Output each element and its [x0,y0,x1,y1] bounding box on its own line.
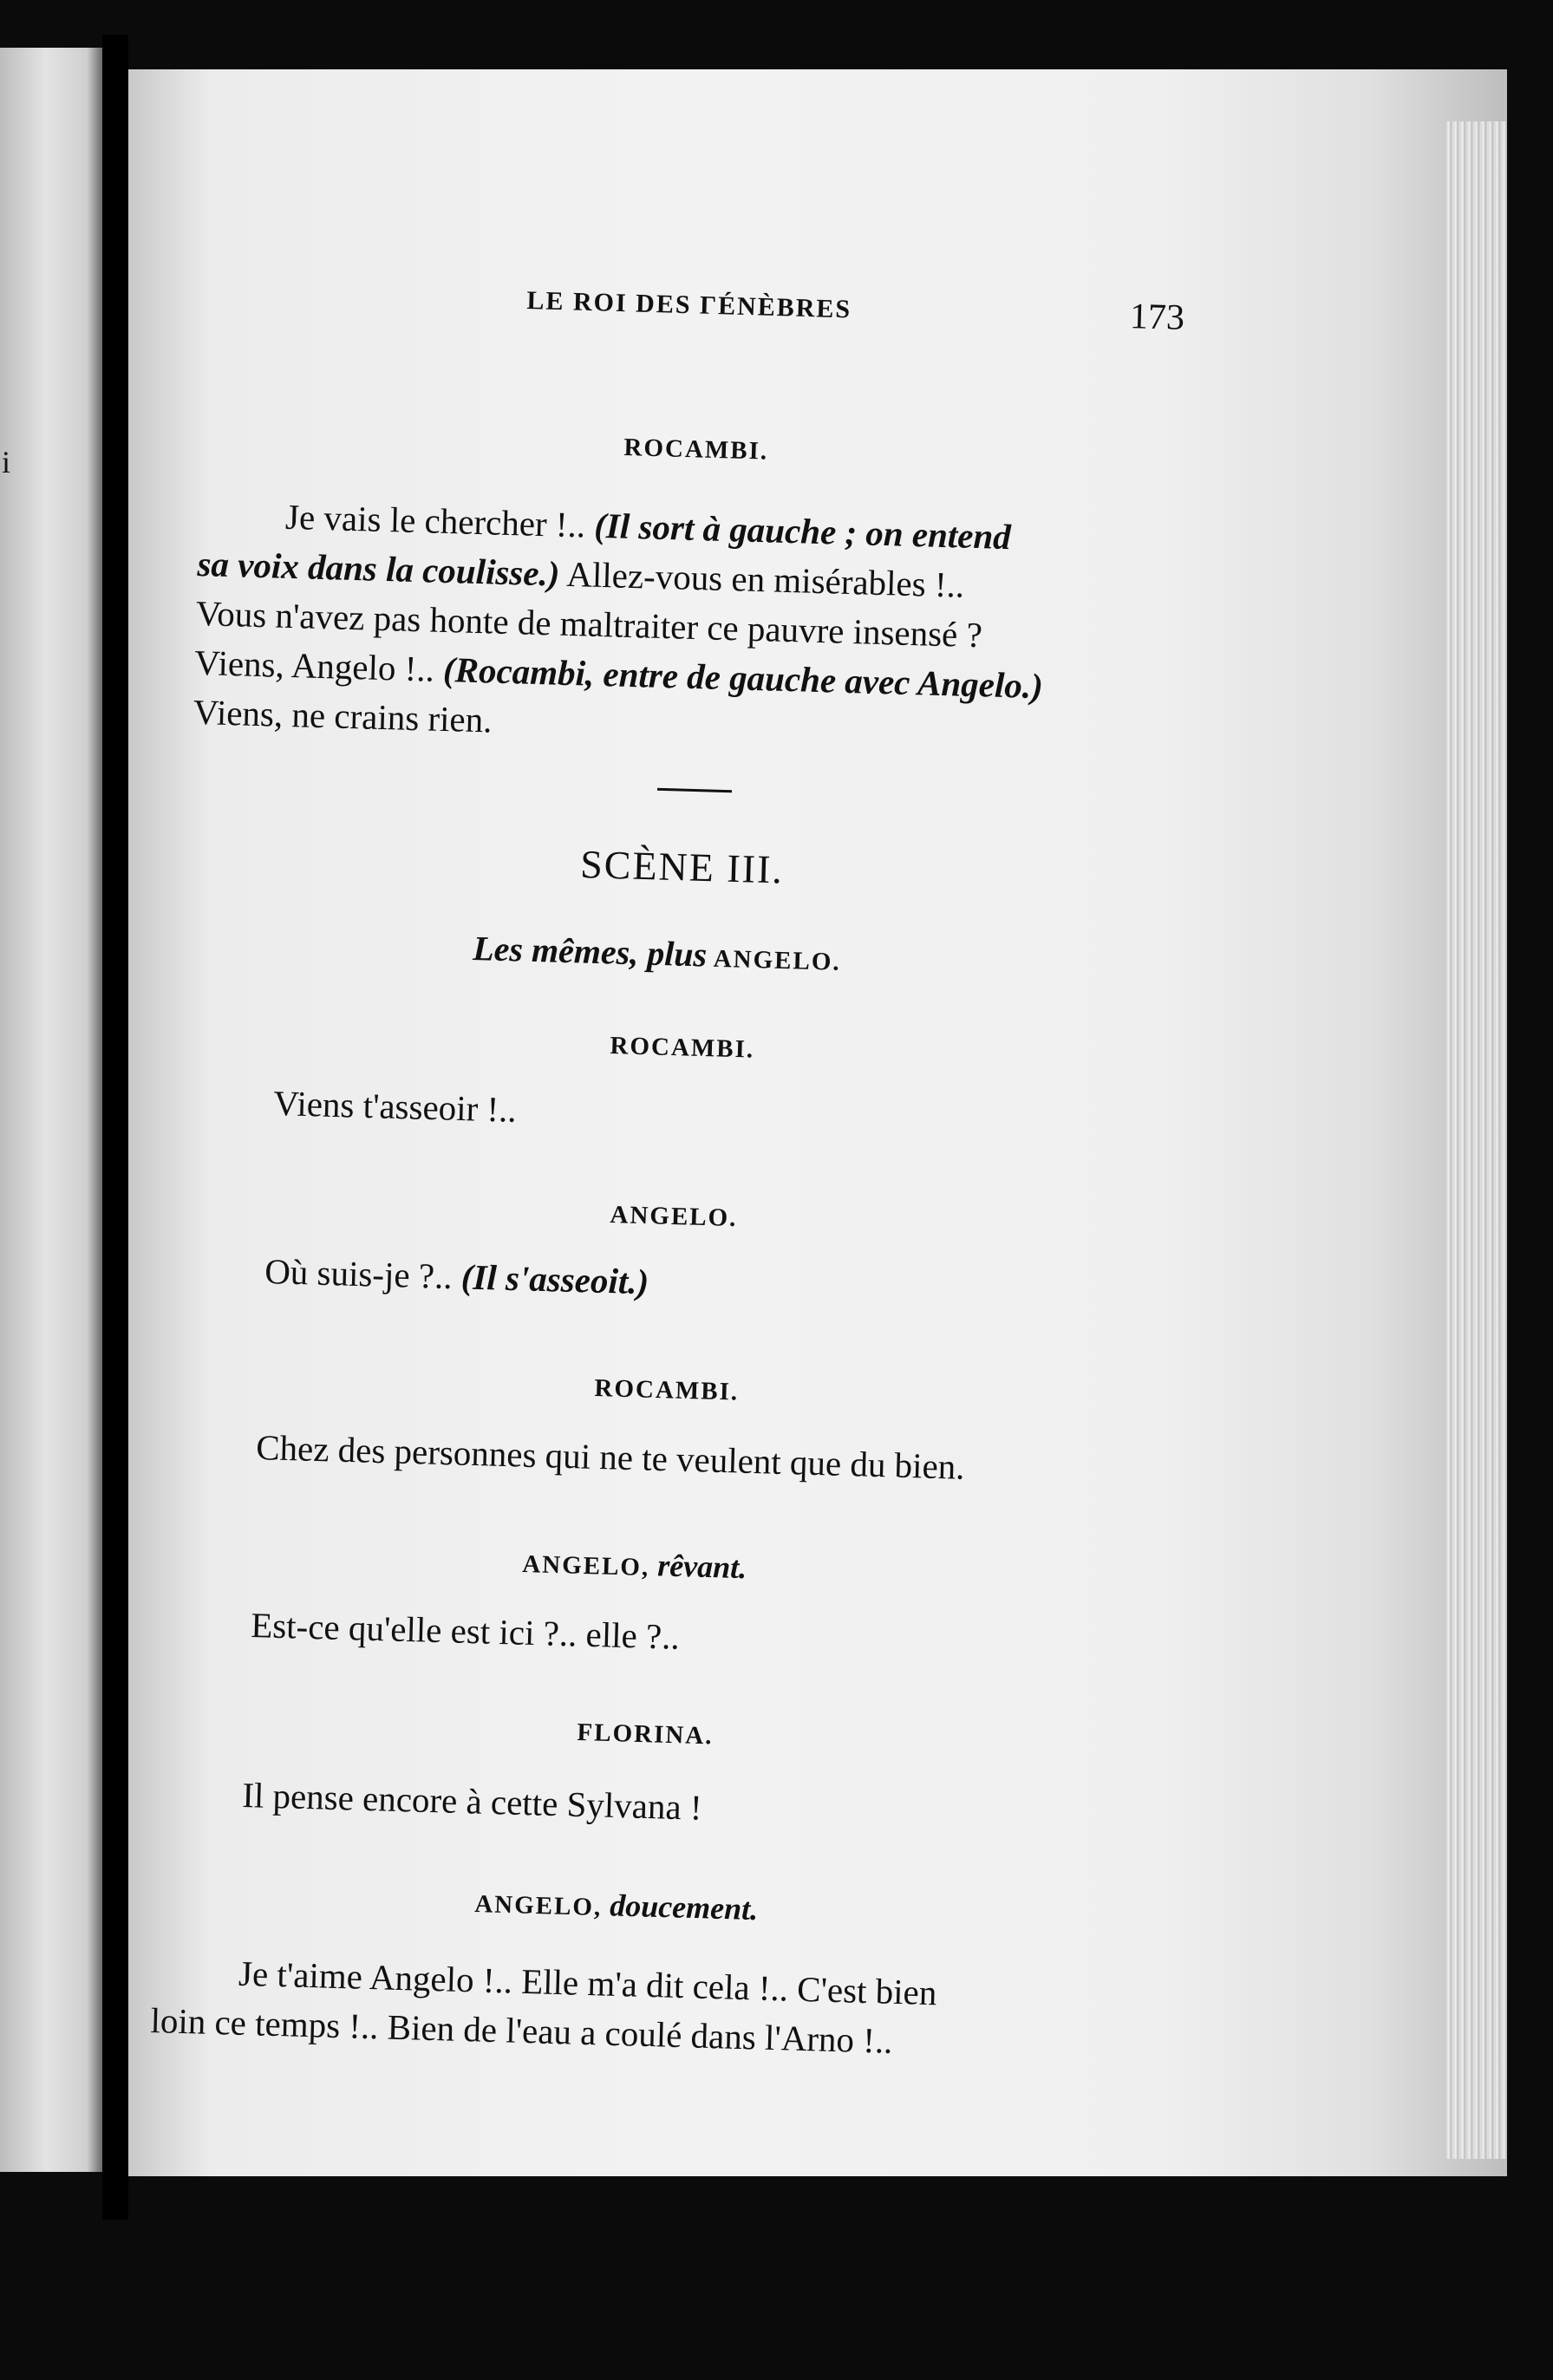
speaker-label: FLORINA. [577,1718,714,1751]
text-line: Viens, Angelo !.. (Rocambi, entre de gauche avec Angelo.) [193,642,1044,707]
scene-cast: Les mêmes, plus ANGELO. [472,928,842,976]
speaker-label: ROCAMBI. [610,1032,755,1064]
facing-page-fragment: i [2,445,11,479]
stage-direction: sa voix dans la coulisse.) [196,543,561,594]
book-page [128,69,1507,2176]
page-stack-edge [1446,121,1507,2159]
section-divider [657,788,732,792]
text-line: Il pense encore à cette Sylvana ! [241,1774,703,1828]
scene-title: SCÈNE III. [579,841,785,892]
text-line: Viens, ne crains rien. [192,691,493,740]
text-line: Où suis-je ?.. (Il s'asseoit.) [264,1250,649,1302]
page-number: 173 [1129,297,1185,338]
speaker-label: ANGELO, rêvant. [521,1548,747,1586]
speaker-label: ANGELO, doucement. [473,1888,759,1927]
text-line: Je vais le chercher !.. (Il sort à gauche ; on entend [284,496,1012,558]
speech-block [150,1946,1297,2077]
book-gutter [102,35,128,2220]
speech-block [192,490,1343,769]
stage-direction: (Il s'asseoit.) [460,1256,649,1302]
speaker-label: ANGELO. [610,1201,738,1233]
stage-direction: (Il sort à gauche ; on entend [593,505,1012,558]
stage-direction: (Rocambi, entre de gauche avec Angelo.) [442,649,1044,707]
speaker-label: ROCAMBI. [623,434,769,466]
text-line: Est-ce qu'elle est ici ?.. elle ?.. [250,1604,681,1657]
text-line: Je t'aime Angelo !.. Elle m'a dit cela !.. C'est bien [238,1953,938,2013]
facing-page-edge [0,48,102,2172]
text-line: sa voix dans la coulisse.) Allez-vous en misérables !.. [196,543,965,605]
text-line: Vous n'avez pas honte de maltraiter ce pauvre insensé ? [195,592,983,655]
text-line: Viens t'asseoir !.. [272,1082,518,1130]
speaker-label: ROCAMBI. [594,1374,740,1406]
text-line: Chez des personnes qui ne te veulent que du bien. [255,1426,966,1487]
text-line: loin ce temps !.. Bien de l'eau a coulé dans l'Arno !.. [149,1999,894,2061]
running-title: LE ROI DES ΓÉNÈBRES [526,286,852,324]
